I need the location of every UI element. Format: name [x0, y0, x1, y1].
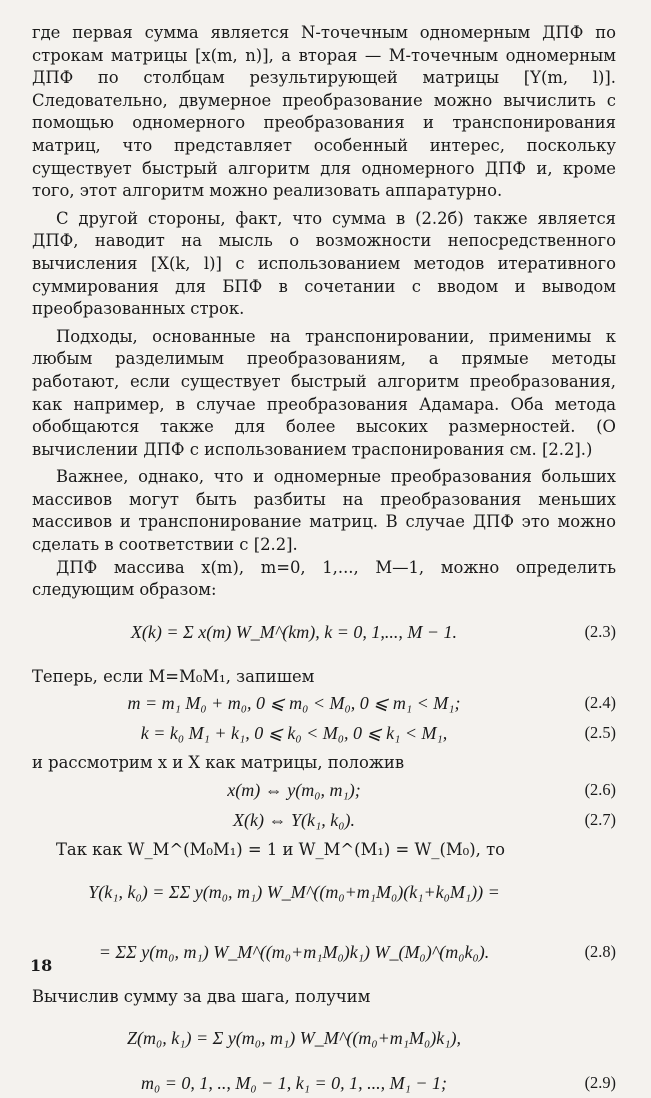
equation-number: (2.7): [584, 810, 616, 830]
equation-number: (2.9): [584, 1073, 616, 1093]
equation-number: (2.6): [584, 780, 616, 800]
lead-in-consider: и рассмотрим x и X как матрицы, положив: [32, 753, 405, 773]
equation-2-8-line-2: [32, 922, 616, 982]
equation-number: (2.8): [584, 941, 616, 961]
paragraph-1: где первая сумма является N-точечным одномерным ДПФ по строкам матрицы [x(m, n)], а вторая — M-точечным одномерным ДПФ по столбцам результирующей матрицы [Y(m, l)]. Следовательно, двумерное преобразование можно вычислить с помощью одномерного преобразования и транспонирования матриц, что представляет особенный интерес, поскольку существует быстрый алгоритм для одномерного ДПФ и, кроме того, этот алгоритм можно реализовать аппаратурно.: [32, 23, 616, 201]
equation-2-8-line-2-body: = ΣΣ y(m₀, m₁) W_M^((m₀+m₁M₀)k₁) W_(M₀)^(m₀k₀).: [98, 941, 490, 962]
equation-2-9-line-2: [32, 1068, 616, 1098]
page-body: [32, 22, 616, 1098]
equation-number: (2.4): [584, 693, 616, 713]
equation-2-3-body: X(k) = Σ x(m) W_M^(km), k = 0, 1,..., M − 1.: [130, 621, 458, 642]
paragraph-5: ДПФ массива x(m), m=0, 1,..., M—1, можно определить следующим образом:: [32, 557, 616, 600]
equation-2-5-body: k = k₀ M₁ + k₁, 0 ⩽ k₀ < M₀, 0 ⩽ k₁ < M₁,: [140, 723, 448, 744]
equation-2-4-body: m = m₁ M₀ + m₀, 0 ⩽ m₀ < M₀, 0 ⩽ m₁ < M₁;: [127, 693, 461, 714]
lead-in-since: Так как W_M^(M₀M₁) = 1 и W_M^(M₁) = W_(M₀), то: [56, 840, 506, 860]
page-number: 18: [30, 956, 53, 975]
equation-2-6: [32, 775, 616, 805]
equation-2-6-body: x(m) ⇔ y(m₀, m₁);: [227, 780, 361, 801]
equation-2-9-line-2-body: m₀ = 0, 1, .., M₀ − 1, k₁ = 0, 1, ..., M₁ − 1;: [140, 1073, 448, 1094]
equation-2-9-line-1-body: Z(m₀, k₁) = Σ y(m₀, m₁) W_M^((m₀+m₁M₀)k₁),: [126, 1028, 462, 1049]
equation-2-8-line-1: [32, 862, 616, 922]
paragraph-4: Важнее, однако, что и одномерные преобразования больших массивов могут быть разбиты на преобразования меньших массивов и транспонирование матриц. В случае ДПФ это можно сделать в соответствии с [2.2].: [32, 467, 616, 555]
equation-number: (2.3): [584, 621, 616, 641]
equation-2-3: [32, 602, 616, 662]
equation-number: (2.5): [584, 723, 616, 743]
equation-2-7-body: X(k) ⇔ Y(k₁, k₀).: [233, 810, 355, 831]
lead-in-twostep: Вычислив сумму за два шага, получим: [32, 986, 371, 1006]
paragraph-3: Подходы, основанные на транспонировании, применимы к любым разделимым преобразованиям, а прямые методы работают, если существует быстрый алгоритм преобразования, как например, в случае преобразования Адамара. Оба метода обобщаются также для более высоких размерностей. (О вычислении ДПФ с использованием траспонирования см. [2.2].): [32, 326, 616, 459]
equation-2-7: [32, 805, 616, 835]
equation-2-4: [32, 688, 616, 718]
paragraph-2: С другой стороны, факт, что сумма в (2.2б) также является ДПФ, наводит на мысль о возможности непосредственного вычисления [X(k, l)] с использованием методов итеративного суммирования для БПФ в сочетании с вводом и выводом преобразованных строк.: [32, 208, 616, 319]
equation-2-8-line-1-body: Y(k₁, k₀) = ΣΣ y(m₀, m₁) W_M^((m₀+m₁M₀)(k₁+k₀M₁)) =: [88, 881, 500, 902]
equation-2-9-line-1: [32, 1008, 616, 1068]
lead-in-now: Теперь, если M=M₀M₁, запишем: [32, 666, 315, 686]
equation-2-5: [32, 718, 616, 748]
